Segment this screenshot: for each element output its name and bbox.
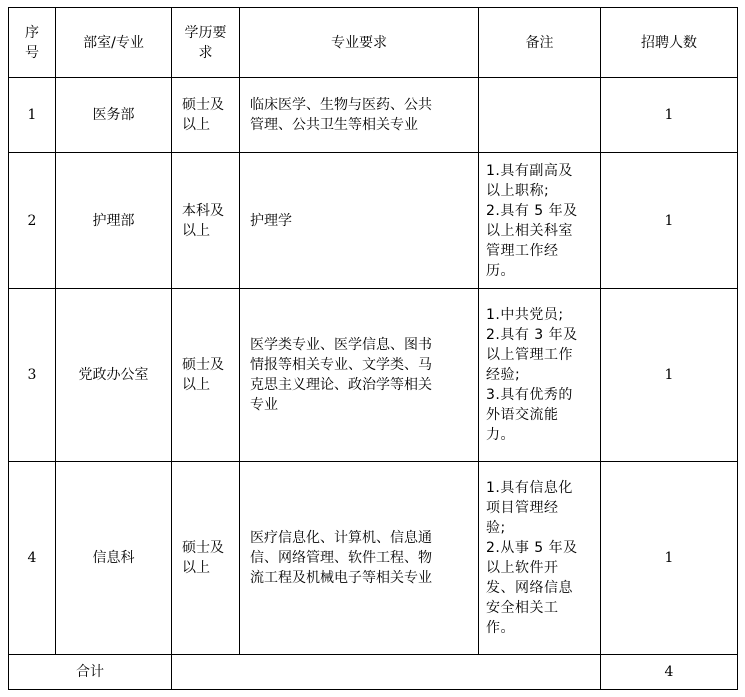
total-row: [9, 655, 738, 690]
header-dept: 部室/专业: [56, 8, 172, 78]
note-line: 以上管理工作: [486, 347, 573, 363]
major-line: 管理、公共卫生等相关专业: [250, 117, 418, 133]
note-line: 安全相关工: [486, 600, 559, 616]
row-notes: [479, 289, 601, 462]
note-line: 经验;: [486, 367, 521, 383]
total-count: 4: [601, 655, 738, 690]
note-line: 1.具有副高及: [486, 162, 573, 179]
note-line: 1.具有信息化: [486, 480, 573, 496]
note-line: 发、网络信息: [486, 580, 573, 596]
row-edu: [172, 289, 240, 462]
note-line: 以上职称;: [486, 182, 550, 199]
edu-line: 以上: [182, 117, 210, 133]
row-count: 1: [601, 462, 738, 655]
note-line: 2.从事 5 年及: [486, 540, 578, 556]
row-notes: [479, 78, 601, 153]
row-dept: 党政办公室: [56, 289, 172, 462]
note-line: 力。: [486, 427, 515, 443]
row-count: 1: [601, 289, 738, 462]
row-seq: 4: [9, 462, 56, 655]
edu-line: 硕士及: [182, 97, 224, 113]
total-empty: [172, 655, 601, 690]
header-seq-line: 序: [25, 24, 39, 41]
header-major: 专业要求: [240, 8, 479, 78]
note-line: 管理工作经: [486, 242, 559, 259]
row-notes: [479, 462, 601, 655]
note-line: 2.具有 3 年及: [486, 327, 578, 343]
header-count: 招聘人数: [601, 8, 738, 78]
major-line: 信、网络管理、软件工程、物: [250, 550, 432, 566]
row-edu: [172, 462, 240, 655]
note-line: 以上软件开: [486, 560, 559, 576]
header-edu-line: 学历要: [184, 24, 227, 41]
note-line: 以上相关科室: [486, 222, 573, 239]
edu-line: 硕士及: [182, 357, 224, 373]
major-line: 护理学: [250, 212, 292, 229]
major-line: 医学类专业、医学信息、图书: [250, 337, 432, 353]
note-line: 1.中共党员;: [486, 307, 564, 323]
major-line: 专业: [250, 397, 278, 413]
row-dept: 护理部: [56, 153, 172, 289]
note-line: 3.具有优秀的: [486, 387, 573, 403]
row-major: [240, 289, 479, 462]
row-dept: 医务部: [56, 78, 172, 153]
header-seq: [9, 8, 56, 78]
note-line: 外语交流能: [486, 407, 559, 423]
edu-line: 以上: [182, 222, 210, 239]
recruitment-table: [8, 7, 738, 690]
major-line: 克思主义理论、政治学等相关: [250, 377, 432, 393]
table-row: [9, 78, 738, 153]
row-dept: 信息科: [56, 462, 172, 655]
edu-line: 以上: [182, 377, 210, 393]
row-major: [240, 78, 479, 153]
major-line: 流工程及机械电子等相关专业: [250, 570, 432, 586]
header-edu: [172, 8, 240, 78]
row-seq: 2: [9, 153, 56, 289]
note-line: 历。: [486, 262, 515, 279]
row-seq: 1: [9, 78, 56, 153]
table-row: [9, 289, 738, 462]
table-row: [9, 462, 738, 655]
header-notes: 备注: [479, 8, 601, 78]
edu-line: 本科及: [182, 202, 224, 219]
row-major: [240, 153, 479, 289]
table-row: [9, 153, 738, 289]
major-line: 情报等相关专业、文学类、马: [250, 357, 432, 373]
major-line: 临床医学、生物与医药、公共: [250, 97, 432, 113]
row-count: 1: [601, 78, 738, 153]
header-seq-line: 号: [25, 44, 39, 61]
note-line: 作。: [486, 620, 515, 636]
row-major: [240, 462, 479, 655]
edu-line: 硕士及: [182, 540, 224, 556]
note-line: 验;: [486, 520, 506, 536]
row-edu: [172, 78, 240, 153]
edu-line: 以上: [182, 560, 210, 576]
row-count: 1: [601, 153, 738, 289]
row-notes: [479, 153, 601, 289]
major-line: 医疗信息化、计算机、信息通: [250, 530, 432, 546]
note-line: 项目管理经: [486, 500, 559, 516]
total-label: 合计: [9, 655, 172, 690]
row-seq: 3: [9, 289, 56, 462]
header-edu-line: 求: [198, 44, 213, 61]
row-edu: [172, 153, 240, 289]
note-line: 2.具有 5 年及: [486, 202, 578, 219]
header-row: [9, 8, 738, 78]
